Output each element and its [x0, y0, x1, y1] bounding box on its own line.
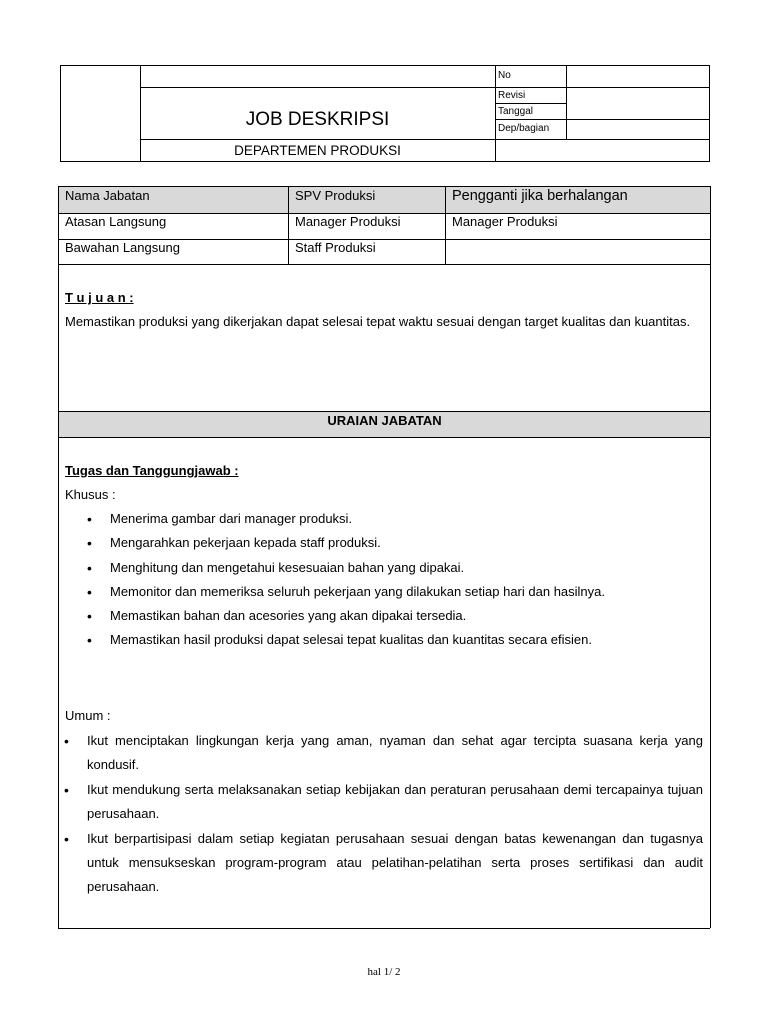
list-item: • Ikut mendukung serta melaksanakan setiap kebijakan dan peraturan perusahaan demi tercapainya tujuan perusahaan. [64, 778, 703, 827]
value-atasan-langsung: Manager Produksi [295, 214, 401, 229]
page-title: JOB DESKRIPSI [245, 109, 390, 130]
general-duties-list [64, 729, 703, 900]
duties-heading: Tugas dan Tanggungjawab : [65, 463, 239, 478]
list-item: • Menghitung dan mengetahui kesesuaian bahan yang dipakai. [87, 556, 707, 580]
meta-label-no: No [498, 70, 511, 81]
page-number: hal 1/ 2 [367, 966, 401, 978]
meta-label-revisi: Revisi [498, 90, 526, 101]
specific-label: Khusus : [65, 487, 116, 502]
label-atasan-langsung: Atasan Langsung [65, 214, 167, 229]
list-item: • Memastikan hasil produksi dapat selesai tepat kualitas dan kuantitas secara efisien. [87, 628, 707, 652]
general-label: Umum : [65, 708, 111, 723]
purpose-text: Memastikan produksi yang dikerjakan dapat selesai tepat waktu sesuai dengan target kualitas dan kuantitas. [65, 314, 691, 329]
value-pengganti: Manager Produksi [452, 214, 558, 229]
label-nama-jabatan: Nama Jabatan [65, 188, 150, 203]
list-item: • Memonitor dan memeriksa seluruh pekerjaan yang dilakukan setiap hari dan hasilnya. [87, 580, 707, 604]
job-description-heading: URAIAN JABATAN [327, 413, 442, 428]
list-item: • Ikut berpartisipasi dalam setiap kegiatan perusahaan sesuai dengan batas kewenangan dan tugasnya untuk mensukseskan program-program atau pelatihan-pelatihan serta proses sertifikasi dan audit perusahaan. [64, 827, 703, 900]
meta-label-tanggal: Tanggal [498, 106, 534, 117]
specific-duties-list [87, 507, 707, 653]
value-bawahan-langsung: Staff Produksi [295, 240, 376, 255]
department-name: DEPARTEMEN PRODUKSI [234, 143, 401, 158]
company-logo-area [61, 66, 140, 161]
label-bawahan-langsung: Bawahan Langsung [65, 240, 180, 255]
list-item: • Mengarahkan pekerjaan kepada staff produksi. [87, 531, 707, 555]
list-item: • Memastikan bahan dan acesories yang akan dipakai tersedia. [87, 604, 707, 628]
header-pengganti: Pengganti jika berhalangan [452, 188, 628, 204]
list-item: • Ikut menciptakan lingkungan kerja yang aman, nyaman dan sehat agar tercipta suasana kerja yang kondusif. [64, 729, 703, 778]
value-nama-jabatan: SPV Produksi [295, 188, 376, 203]
list-item: • Menerima gambar dari manager produksi. [87, 507, 707, 531]
meta-label-dep-bagian: Dep/bagian [498, 123, 550, 134]
purpose-heading: T u j u a n : [65, 290, 134, 305]
